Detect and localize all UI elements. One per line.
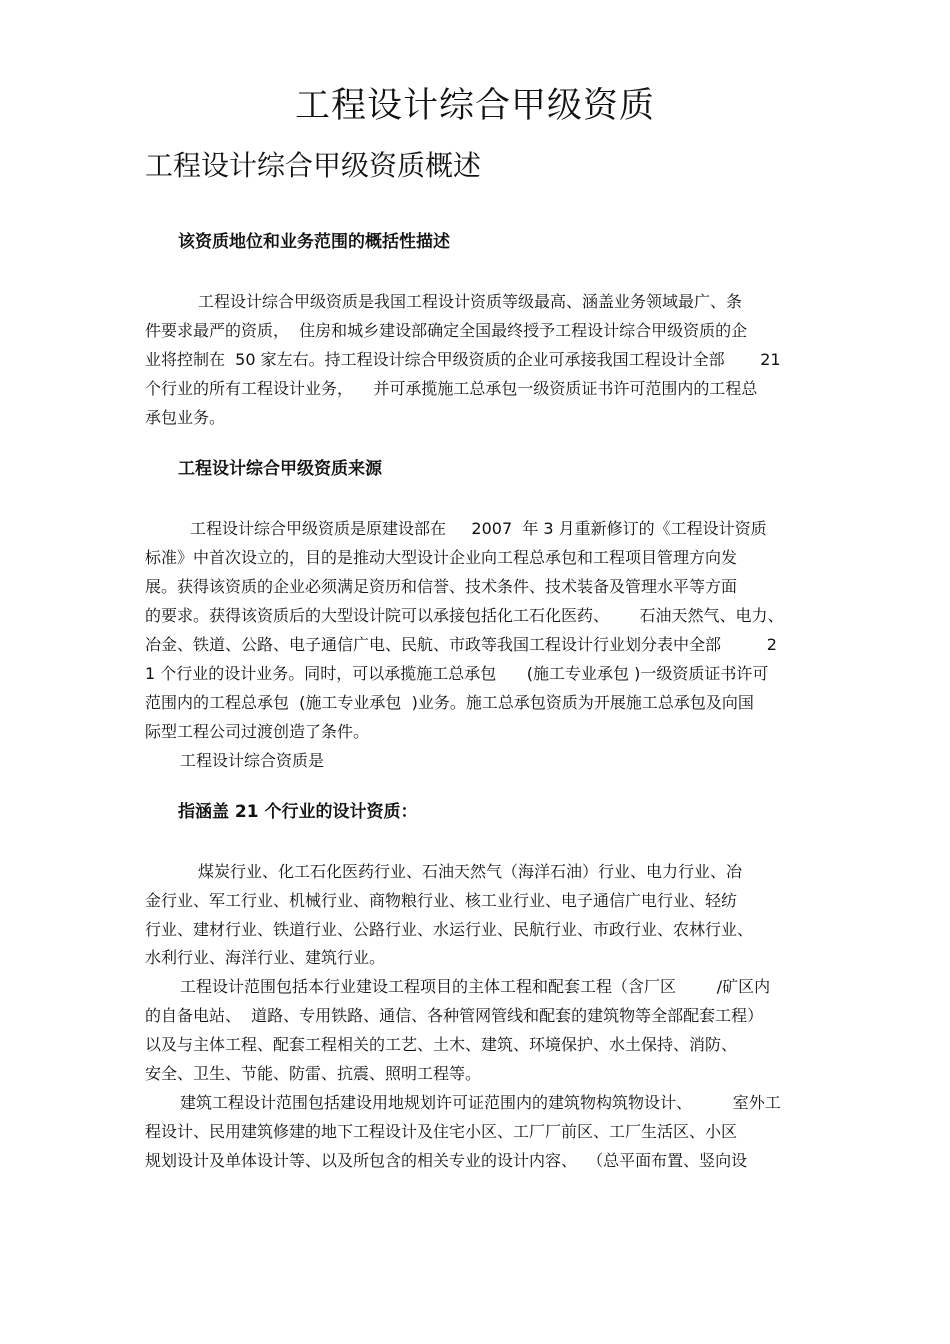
paragraph-line: 业将控制在 50 家左右。持工程设计综合甲级资质的企业可承接我国工程设计全部 21 — [145, 350, 781, 369]
paragraph-line: 规划设计及单体设计等、以及所包含的相关专业的设计内容、 （总平面布置、竖向设 — [145, 1151, 748, 1170]
paragraph-line: 以及与主体工程、配套工程相关的工艺、土木、建筑、环境保护、水土保持、消防、 — [145, 1035, 738, 1054]
paragraph-line: 金行业、军工行业、机械行业、商物粮行业、核工业行业、电子通信广电行业、轻纺 — [145, 891, 738, 910]
paragraph-line: 1 个行业的设计业务。同时，可以承揽施工总承包 (施工专业承包 )一级资质证书许可 — [145, 664, 769, 683]
paragraph-line: 程设计、民用建筑修建的地下工程设计及住宅小区、工厂厂前区、工厂生活区、小区 — [145, 1122, 738, 1141]
paragraph-line: 标准》中首次设立的，目的是推动大型设计企业向工程总承包和工程项目管理方向发 — [145, 548, 738, 567]
paragraph-line: 承包业务。 — [145, 408, 226, 427]
paragraph-line: 煤炭行业、化工石化医药行业、石油天然气（海洋石油）行业、电力行业、冶 — [198, 862, 743, 881]
paragraph-line: 水利行业、海洋行业、建筑行业。 — [145, 948, 386, 967]
paragraph-line: 件要求最严的资质， 住房和城乡建设部确定全国最终授予工程设计综合甲级资质的企 — [145, 321, 748, 340]
document-subtitle: 工程设计综合甲级资质概述 — [145, 149, 482, 182]
paragraph-line: 展。获得该资质的企业必须满足资历和信誉、技术条件、技术装备及管理水平等方面 — [145, 577, 738, 596]
paragraph-line: 的自备电站、 道路、专用铁路、通信、各种管网管线和配套的建筑物等全部配套工程） — [145, 1006, 764, 1025]
paragraph-line: 范围内的工程总承包 (施工专业承包 )业务。施工总承包资质为开展施工总承包及向国 — [145, 693, 754, 712]
section-heading-overview: 该资质地位和业务范围的概括性描述 — [178, 232, 450, 252]
paragraph-line: 安全、卫生、节能、防雷、抗震、照明工程等。 — [145, 1064, 482, 1083]
paragraph-line: 工程设计范围包括本行业建设工程项目的主体工程和配套工程（含厂区 /矿区内 — [180, 977, 771, 996]
section-heading-industries: 指涵盖 21 个行业的设计资质： — [178, 802, 418, 822]
paragraph-line: 工程设计综合资质是 — [180, 751, 325, 770]
paragraph-line: 际型工程公司过渡创造了条件。 — [145, 722, 370, 741]
paragraph-line: 工程设计综合甲级资质是我国工程设计资质等级最高、涵盖业务领域最广、条 — [198, 292, 743, 311]
paragraph-line: 建筑工程设计范围包括建设用地规划许可证范围内的建筑物构筑物设计、 室外工 — [180, 1093, 781, 1112]
paragraph-line: 冶金、铁道、公路、电子通信广电、民航、市政等我国工程设计行业划分表中全部 2 — [145, 635, 777, 654]
paragraph-line: 个行业的所有工程设计业务， 并可承揽施工总承包一级资质证书许可范围内的工程总 — [145, 379, 758, 398]
paragraph-line: 工程设计综合甲级资质是原建设部在 2007 年 3 月重新修订的《工程设计资质 — [190, 519, 767, 538]
paragraph-line: 行业、建材行业、铁道行业、公路行业、水运行业、民航行业、市政行业、农林行业、 — [145, 920, 754, 939]
section-heading-source: 工程设计综合甲级资质来源 — [178, 459, 382, 479]
document-title: 工程设计综合甲级资质 — [294, 86, 655, 126]
paragraph-line: 的要求。获得该资质后的大型设计院可以承接包括化工石化医药、 石油天然气、电力、 — [145, 606, 784, 625]
